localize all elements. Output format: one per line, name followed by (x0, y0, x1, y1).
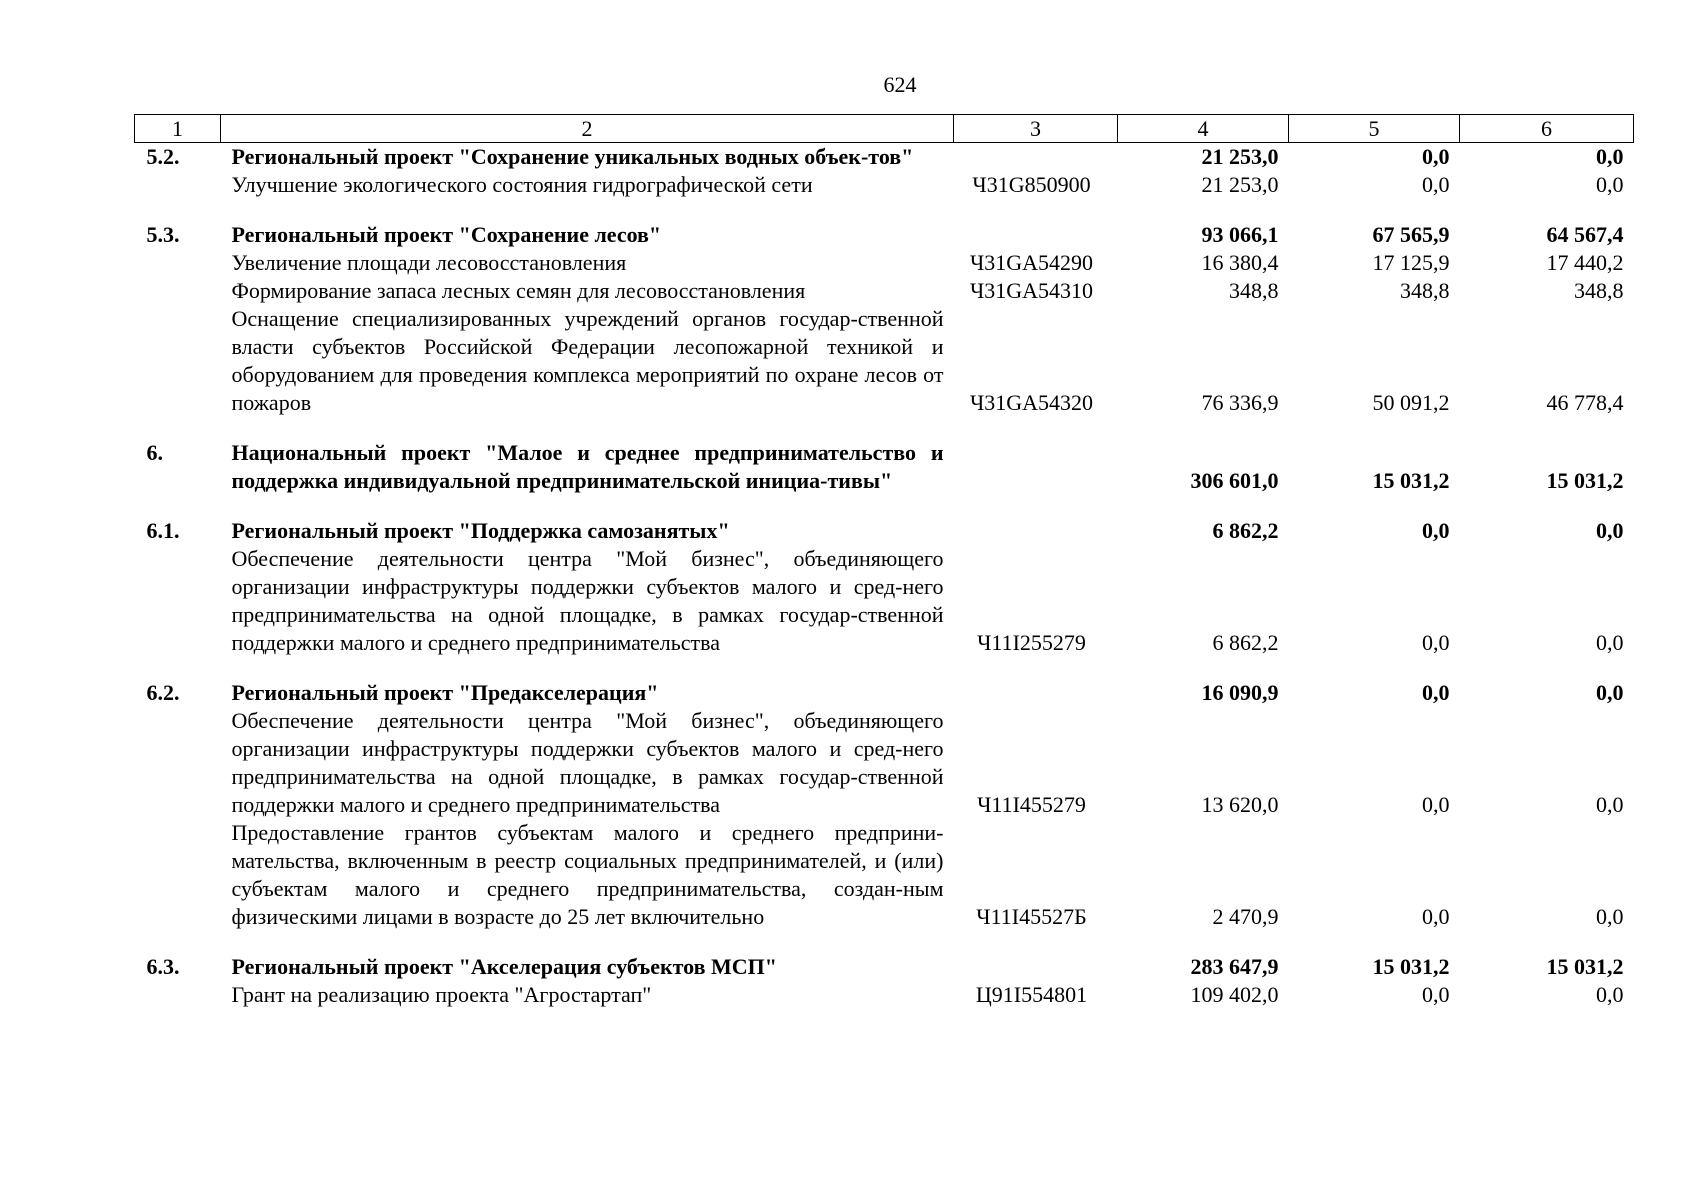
row-value-col5: 0,0 (1422, 518, 1450, 543)
row-code (954, 143, 1118, 172)
row-value-col6: 348,8 (1574, 278, 1624, 303)
row-value-col6: 0,0 (1596, 982, 1624, 1007)
row-name: Увеличение площади лесовосстановления (231, 250, 627, 275)
row-number: 6.2. (146, 680, 180, 705)
row-value-col5: 0,0 (1422, 680, 1450, 705)
row-code (954, 221, 1118, 249)
item-row (135, 305, 1634, 417)
row-value-col4: 21 253,0 (1201, 144, 1279, 169)
row-value-col4: 283 647,9 (1190, 954, 1279, 979)
row-value-col4: 2 470,9 (1212, 904, 1279, 929)
spacer-row (135, 417, 1634, 439)
header-row (135, 115, 1634, 143)
section-row (135, 679, 1634, 707)
page-number: 624 (883, 72, 917, 97)
row-value-col5: 67 565,9 (1372, 222, 1450, 247)
row-value-col6: 0,0 (1596, 630, 1624, 655)
row-value-col6: 0,0 (1596, 518, 1624, 543)
row-value-col5: 0,0 (1422, 982, 1450, 1007)
row-number (135, 171, 221, 199)
row-number (135, 545, 221, 657)
row-value-col5: 0,0 (1422, 144, 1450, 169)
row-number (135, 981, 221, 1009)
row-value-col6: 0,0 (1596, 172, 1624, 197)
row-value-col4: 16 380,4 (1201, 250, 1279, 275)
row-name: Грант на реализацию проекта "Агростартап" (231, 982, 652, 1007)
row-value-col4: 16 090,9 (1201, 680, 1279, 705)
row-code (954, 517, 1118, 545)
row-value-col5: 0,0 (1422, 792, 1450, 817)
row-value-col5: 0,0 (1422, 904, 1450, 929)
row-name: Региональный проект "Акселерация субъектов МСП" (231, 954, 777, 979)
section-row (135, 953, 1634, 981)
row-value-col4: 13 620,0 (1201, 792, 1279, 817)
row-number: 5.3. (146, 222, 180, 247)
row-name: Национальный проект "Малое и среднее предпринимательство и поддержка индивидуальной предпринимательской инициа-тивы" (231, 440, 944, 493)
row-value-col6: 46 778,4 (1546, 390, 1624, 415)
section-row (135, 221, 1634, 249)
row-value-col5: 0,0 (1422, 172, 1450, 197)
row-number (135, 819, 221, 931)
row-value-col6: 15 031,2 (1546, 954, 1624, 979)
row-code (954, 439, 1118, 495)
row-code: Ч31GA54320 (969, 390, 1094, 415)
row-code: Ч11I255279 (977, 630, 1086, 655)
row-code: Ч31G850900 (972, 172, 1091, 197)
row-value-col6: 0,0 (1596, 792, 1624, 817)
row-value-col5: 15 031,2 (1372, 468, 1450, 493)
row-value-col5: 15 031,2 (1372, 954, 1450, 979)
row-code: Ч31GA54310 (969, 278, 1094, 303)
item-row (135, 249, 1634, 277)
row-number (135, 707, 221, 819)
row-name: Оснащение специализированных учреждений органов государ-ственной власти субъектов Российской Федерации лесопожарной техникой и оборудованием для проведения комплекса мероприятий по охране лесов от пожаров (231, 306, 944, 415)
item-row (135, 707, 1634, 819)
row-name: Предоставление грантов субъектам малого и среднего предприни-мательства, включенным в реестр социальных предпринимателей, и (или) субъектам малого и среднего предпринимательства, создан-ным физическими лицами в возрасте до 25 лет включительно (231, 820, 944, 929)
row-name: Региональный проект "Сохранение лесов" (231, 222, 662, 247)
row-code: Ч31GA54290 (969, 250, 1094, 275)
row-value-col4: 93 066,1 (1201, 222, 1279, 247)
row-value-col6: 64 567,4 (1546, 222, 1624, 247)
budget-table (134, 114, 1634, 1009)
budget-table-sheet (134, 114, 1633, 1009)
row-number (135, 249, 221, 277)
row-number: 5.2. (146, 144, 180, 169)
row-value-col6: 0,0 (1596, 904, 1624, 929)
item-row (135, 277, 1634, 305)
item-row (135, 545, 1634, 657)
row-name: Региональный проект "Предакселерация" (231, 680, 659, 705)
row-value-col4: 21 253,0 (1201, 172, 1279, 197)
table-body (135, 143, 1634, 1010)
row-name: Обеспечение деятельности центра "Мой бизнес", объединяющего организации инфраструктуры поддержки субъектов малого и сред-него предпринимательства на одной площадке, в рамках государ-ственной поддержки малого и среднего предпринимательства (231, 546, 944, 655)
item-row (135, 981, 1634, 1009)
row-number (135, 277, 221, 305)
row-value-col5: 50 091,2 (1372, 390, 1450, 415)
row-value-col4: 76 336,9 (1201, 390, 1279, 415)
row-value-col6: 0,0 (1596, 144, 1624, 169)
row-number (135, 305, 221, 417)
row-value-col4: 348,8 (1229, 278, 1279, 303)
spacer-row (135, 495, 1634, 517)
section-row (135, 439, 1634, 495)
row-code: Ц91I554801 (975, 982, 1088, 1007)
header-col-2: 2 (221, 115, 954, 143)
row-value-col5: 348,8 (1400, 278, 1450, 303)
row-value-col5: 0,0 (1422, 630, 1450, 655)
row-value-col6: 15 031,2 (1546, 468, 1624, 493)
item-row (135, 171, 1634, 199)
row-value-col6: 17 440,2 (1546, 250, 1624, 275)
header-col-5: 5 (1289, 115, 1460, 143)
row-value-col4: 6 862,2 (1212, 630, 1279, 655)
spacer-row (135, 657, 1634, 679)
section-row (135, 517, 1634, 545)
row-code (954, 953, 1118, 981)
row-value-col4: 6 862,2 (1212, 518, 1279, 543)
row-number: 6. (146, 440, 163, 465)
row-name: Обеспечение деятельности центра "Мой бизнес", объединяющего организации инфраструктуры поддержки субъектов малого и сред-него предпринимательства на одной площадке, в рамках государ-ственной поддержки малого и среднего предпринимательства (231, 708, 944, 817)
row-number: 6.3. (146, 954, 180, 979)
row-code: Ч11I455279 (977, 792, 1086, 817)
table-header (135, 115, 1634, 143)
row-code (954, 679, 1118, 707)
header-col-6: 6 (1460, 115, 1634, 143)
row-number: 6.1. (146, 518, 180, 543)
row-name: Улучшение экологического состояния гидрографической сети (231, 172, 813, 197)
row-value-col4: 306 601,0 (1190, 468, 1279, 493)
spacer-row (135, 199, 1634, 221)
row-name: Формирование запаса лесных семян для лесовосстановления (231, 278, 806, 303)
row-value-col6: 0,0 (1596, 680, 1624, 705)
item-row (135, 819, 1634, 931)
header-col-1: 1 (135, 115, 221, 143)
section-row (135, 143, 1634, 172)
row-value-col4: 109 402,0 (1190, 982, 1279, 1007)
spacer-row (135, 931, 1634, 953)
row-code: Ч11I45527Б (976, 904, 1087, 929)
header-col-4: 4 (1118, 115, 1289, 143)
row-value-col5: 17 125,9 (1372, 250, 1450, 275)
row-name: Региональный проект "Поддержка самозанятых" (231, 518, 730, 543)
row-name: Региональный проект "Сохранение уникальных водных объек-тов" (231, 144, 914, 169)
header-col-3: 3 (954, 115, 1118, 143)
